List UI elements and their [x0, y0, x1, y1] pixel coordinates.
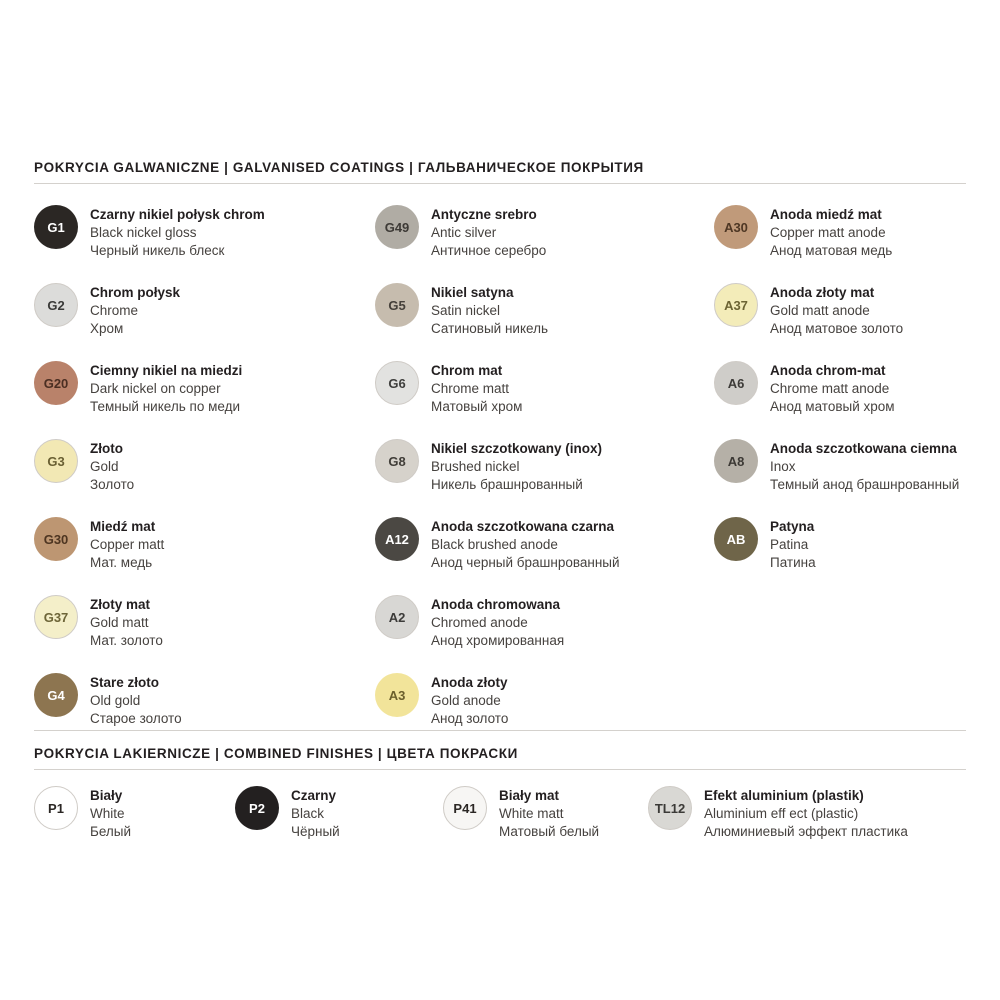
- coating-name-pl: Anoda chrom-mat: [770, 363, 886, 378]
- coating-item: [375, 361, 522, 417]
- coating-name-ru: Анод матовая медь: [770, 243, 893, 259]
- coating-name-pl: Biały mat: [499, 788, 560, 803]
- coating-name-ru: Сатиновый никель: [431, 321, 548, 337]
- coating-labels: [770, 361, 895, 417]
- coating-name-pl: Złoty mat: [90, 597, 151, 612]
- coating-name-pl: Anoda szczotkowana ciemna: [770, 441, 957, 456]
- coating-item: [714, 361, 895, 417]
- coating-name-pl: Biały: [90, 788, 123, 803]
- coating-name-en: Gold anode: [431, 693, 501, 709]
- coating-name-en: Copper matt anode: [770, 225, 886, 241]
- coating-name-ru: Анод хромированная: [431, 633, 565, 649]
- coating-name-ru: Хром: [90, 321, 124, 337]
- coating-labels: [770, 439, 959, 495]
- coating-name-ru: Анод черный брашнрованный: [431, 555, 620, 571]
- coating-name-en: Chromed anode: [431, 615, 528, 631]
- color-swatch: P41: [443, 786, 487, 830]
- coating-name-ru: Белый: [90, 824, 132, 840]
- coating-name-en: Black: [291, 806, 325, 822]
- coating-item: [375, 439, 602, 495]
- coating-name-pl: Chrom połysk: [90, 285, 181, 300]
- coating-item: [375, 517, 620, 573]
- coating-name-en: Brushed nickel: [431, 459, 520, 475]
- coating-name-en: Satin nickel: [431, 303, 501, 319]
- coating-name-en: Dark nickel on copper: [90, 381, 221, 397]
- coating-name-en: Patina: [770, 537, 809, 553]
- divider-galvanised: [34, 183, 966, 184]
- coating-name-ru: Никель брашнрованный: [431, 477, 583, 493]
- coating-name-ru: Анод матовый хром: [770, 399, 895, 415]
- coating-name-ru: Темный никель по меди: [90, 399, 240, 415]
- coating-name-en: Copper matt: [90, 537, 165, 553]
- coating-item: [34, 673, 182, 729]
- coating-name-pl: Czarny: [291, 788, 337, 803]
- color-swatch: G20: [34, 361, 78, 405]
- coating-item: [648, 786, 908, 842]
- coating-name-en: Black nickel gloss: [90, 225, 197, 241]
- coating-labels: [431, 673, 508, 729]
- color-swatch: G3: [34, 439, 78, 483]
- coating-name-en: Chrome: [90, 303, 139, 319]
- section-title-combined: POKRYCIA LAKIERNICZE | COMBINED FINISHES | ЦВЕТА ПОКРАСКИ: [34, 746, 518, 761]
- coating-item: [714, 439, 959, 495]
- coating-name-en: Aluminium eff ect (plastic): [704, 806, 859, 822]
- coating-name-pl: Chrom mat: [431, 363, 503, 378]
- coating-labels: [431, 283, 548, 339]
- coating-name-en: Old gold: [90, 693, 141, 709]
- coating-name-ru: Старое золото: [90, 711, 182, 727]
- coating-name-pl: Nikiel szczotkowany (inox): [431, 441, 603, 456]
- coating-labels: [90, 786, 131, 842]
- coating-name-pl: Czarny nikiel połysk chrom: [90, 207, 265, 222]
- coating-name-ru: Черный никель блеск: [90, 243, 225, 259]
- coating-labels: [90, 439, 134, 495]
- coating-name-ru: Мат. медь: [90, 555, 153, 571]
- section-title-galvanised: POKRYCIA GALWANICZNE | GALVANISED COATINGS | ГАЛЬВАНИЧЕСКОЕ ПОКРЫТИЯ: [34, 160, 644, 175]
- coating-name-ru: Матовый белый: [499, 824, 600, 840]
- coating-name-pl: Anoda złoty mat: [770, 285, 875, 300]
- coating-item: [375, 595, 564, 651]
- coating-item: [34, 786, 131, 842]
- color-swatch: A8: [714, 439, 758, 483]
- coating-name-ru: Чёрный: [291, 824, 340, 840]
- coating-labels: [770, 205, 892, 261]
- coating-labels: [431, 439, 602, 495]
- coating-name-pl: Anoda chromowana: [431, 597, 561, 612]
- coating-item: [714, 283, 903, 339]
- coating-labels: [90, 205, 265, 261]
- coating-name-pl: Ciemny nikiel na miedzi: [90, 363, 243, 378]
- color-swatch: A30: [714, 205, 758, 249]
- coating-labels: [90, 673, 182, 729]
- coating-labels: [90, 361, 242, 417]
- coating-name-en: Gold matt anode: [770, 303, 870, 319]
- coating-name-en: Chrome matt anode: [770, 381, 890, 397]
- divider-combined-bottom: [34, 769, 966, 770]
- color-swatch: G8: [375, 439, 419, 483]
- coating-item: [375, 673, 508, 729]
- coating-labels: [90, 517, 164, 573]
- coating-name-ru: Патина: [770, 555, 816, 571]
- coating-name-ru: Анод матовое золото: [770, 321, 904, 337]
- coating-name-ru: Золото: [90, 477, 135, 493]
- coating-name-en: Black brushed anode: [431, 537, 558, 553]
- coating-labels: [770, 283, 903, 339]
- coating-name-en: Gold: [90, 459, 119, 475]
- coating-item: [375, 205, 546, 261]
- coating-item: [375, 283, 548, 339]
- color-swatch: A12: [375, 517, 419, 561]
- coating-labels: [499, 786, 599, 842]
- coating-labels: [431, 361, 522, 417]
- color-swatch: G37: [34, 595, 78, 639]
- color-swatch: G49: [375, 205, 419, 249]
- color-swatch: G4: [34, 673, 78, 717]
- coating-name-pl: Anoda złoty: [431, 675, 508, 690]
- coating-item: [34, 361, 242, 417]
- coating-labels: [90, 283, 180, 339]
- coating-labels: [90, 595, 163, 651]
- color-swatch: A3: [375, 673, 419, 717]
- coating-name-ru: Анод золото: [431, 711, 509, 727]
- color-swatch: G6: [375, 361, 419, 405]
- coating-labels: [291, 786, 340, 842]
- coating-item: [443, 786, 599, 842]
- coating-name-pl: Anoda miedź mat: [770, 207, 882, 222]
- coating-item: [34, 283, 180, 339]
- coating-name-pl: Efekt aluminium (plastik): [704, 788, 864, 803]
- coating-name-en: White matt: [499, 806, 564, 822]
- coating-labels: [770, 517, 816, 573]
- coating-item: [34, 595, 163, 651]
- color-swatch: G30: [34, 517, 78, 561]
- divider-combined-top: [34, 730, 966, 731]
- coating-labels: [431, 595, 564, 651]
- coating-name-pl: Anoda szczotkowana czarna: [431, 519, 615, 534]
- coating-name-ru: Матовый хром: [431, 399, 523, 415]
- coating-name-ru: Темный анод брашнрованный: [770, 477, 960, 493]
- color-swatch: P1: [34, 786, 78, 830]
- color-swatch: AB: [714, 517, 758, 561]
- coating-name-en: White: [90, 806, 125, 822]
- coating-item: [34, 439, 134, 495]
- coating-name-ru: Алюминиевый эффект пластика: [704, 824, 908, 840]
- coating-name-ru: Мат. золото: [90, 633, 163, 649]
- coating-item: [34, 205, 265, 261]
- coating-item: [714, 205, 892, 261]
- coating-item: [714, 517, 816, 573]
- color-swatch: A6: [714, 361, 758, 405]
- coating-item: [34, 517, 164, 573]
- coating-name-en: Antic silver: [431, 225, 497, 241]
- color-swatch: G5: [375, 283, 419, 327]
- coating-name-pl: Antyczne srebro: [431, 207, 537, 222]
- coating-name-pl: Stare złoto: [90, 675, 160, 690]
- color-swatch: P2: [235, 786, 279, 830]
- coating-name-en: Chrome matt: [431, 381, 510, 397]
- coating-name-ru: Античное серебро: [431, 243, 547, 259]
- coating-labels: [431, 205, 546, 261]
- coating-name-pl: Nikiel satyna: [431, 285, 514, 300]
- coating-name-pl: Miedź mat: [90, 519, 156, 534]
- coating-name-en: Gold matt: [90, 615, 149, 631]
- coating-labels: [704, 786, 908, 842]
- color-swatch: G2: [34, 283, 78, 327]
- coating-labels: [431, 517, 620, 573]
- coating-name-en: Inox: [770, 459, 796, 475]
- color-swatch: A37: [714, 283, 758, 327]
- color-swatch: G1: [34, 205, 78, 249]
- coating-name-pl: Złoto: [90, 441, 123, 456]
- color-swatch: TL12: [648, 786, 692, 830]
- coating-item: [235, 786, 340, 842]
- color-swatch: A2: [375, 595, 419, 639]
- coating-name-pl: Patyna: [770, 519, 815, 534]
